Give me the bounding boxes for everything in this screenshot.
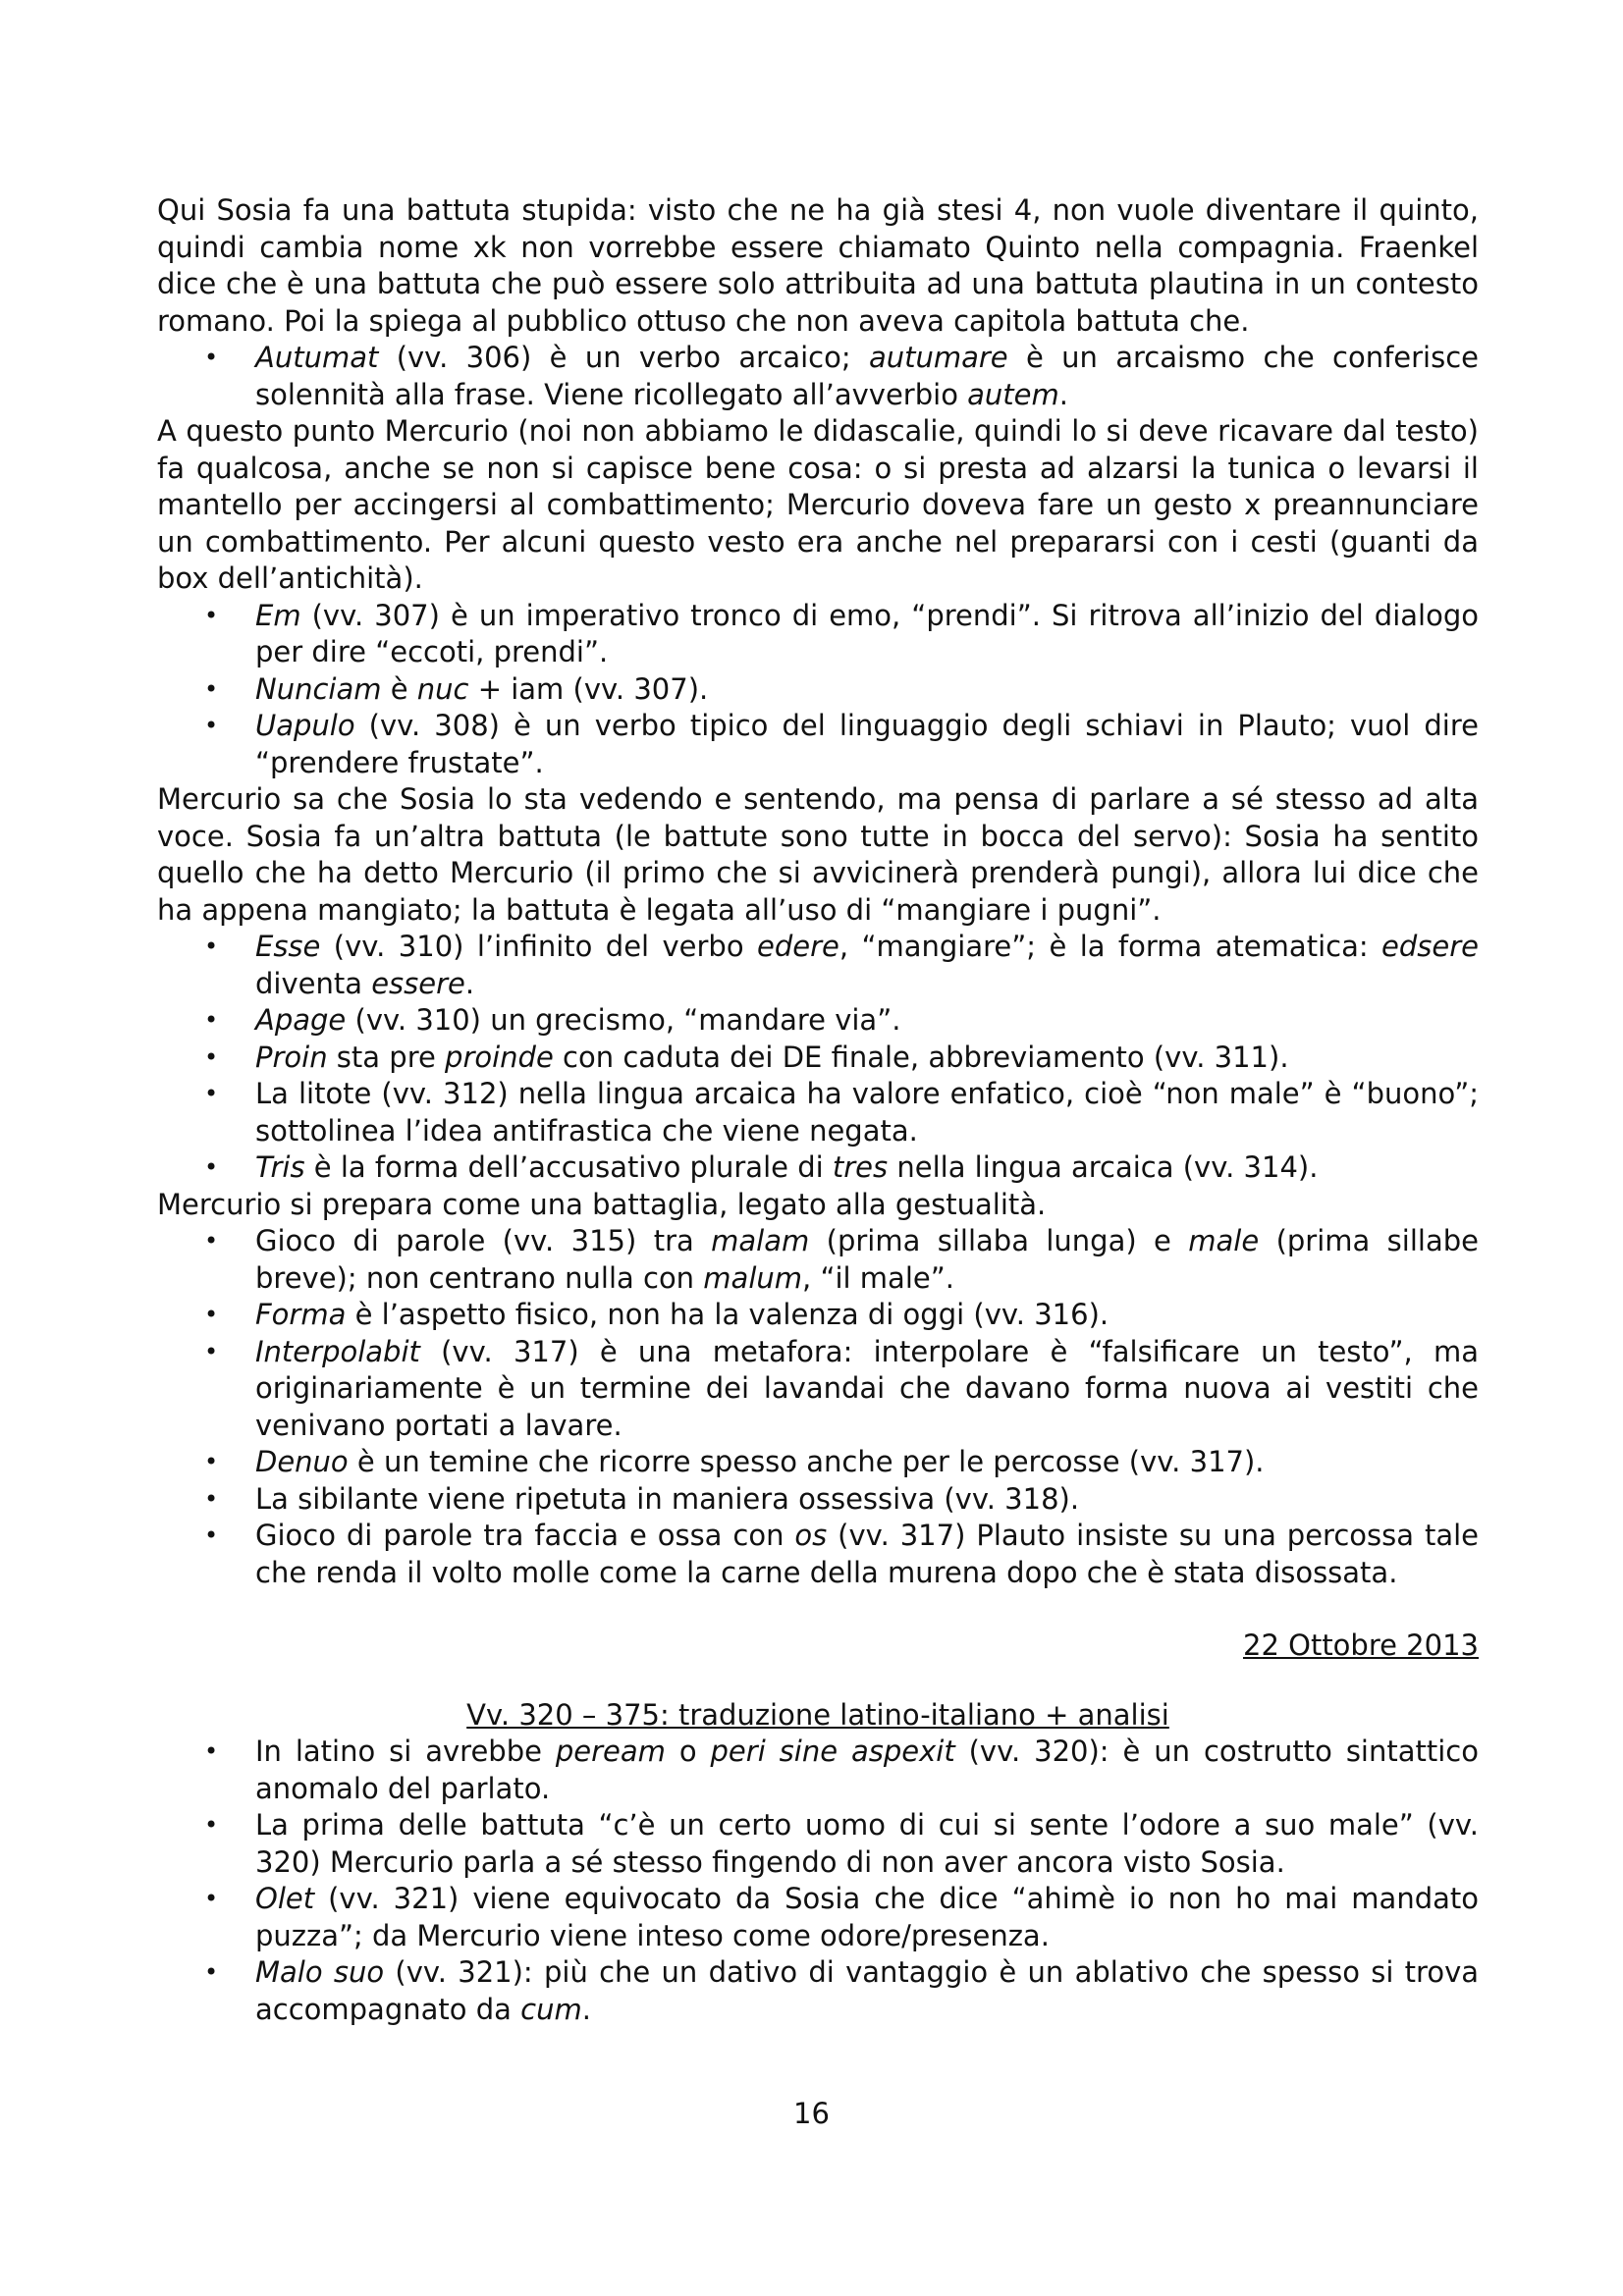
bullet-icon: •: [204, 1006, 219, 1034]
list-item: • Proin sta pre proinde con caduta dei DE finale, abbreviamento (vv. 311).: [157, 1040, 1479, 1077]
section-heading: [157, 1697, 1479, 1735]
list-item: • In latino si avrebbe peream o peri sine aspexit (vv. 320): è un costrutto sintattico anomalo del parlato.: [204, 1735, 1479, 1805]
bullet-list-4: [157, 1223, 1479, 1591]
bullet-icon: •: [204, 712, 219, 739]
list-item: • Interpolabit (vv. 317) è una metafora: interpolare è “falsificare un testo”, ma originariamente è un termine dei lavandai che davano forma nuova ai vestiti che venivano portati a lavare.: [204, 1334, 1479, 1442]
lecture-date: 22 Ottobre 2013: [1243, 1629, 1479, 1662]
bullet-icon: •: [204, 1080, 219, 1107]
bullet-icon: •: [204, 1227, 219, 1255]
list-item: • La sibilante viene ripetuta in maniera ossessiva (vv. 318).: [157, 1481, 1479, 1519]
bullet-icon: •: [204, 1301, 219, 1328]
bullet-icon: •: [204, 1337, 219, 1365]
bullet-icon: •: [204, 1042, 219, 1071]
bullet-icon: •: [204, 1811, 219, 1839]
list-item: • Denuo è un temine che ricorre spesso anche per le percosse (vv. 317).: [157, 1444, 1479, 1481]
bullet-icon: •: [204, 344, 219, 371]
paragraph-1: Qui Sosia fa una battuta stupida: visto che ne ha già stesi 4, non vuole diventare il quinto, quindi cambia nome xk non vorrebbe essere chiamato Quinto nella compagnia. Fraenkel dice che è una battuta che può essere solo attribuita ad una battuta plautina in un contesto romano. Poi la spiega al pubblico ottuso che non aveva capitola battuta che.: [157, 193, 1479, 338]
bullet-icon: •: [204, 1484, 219, 1513]
paragraph-4: Mercurio si prepara come una battaglia, legato alla gestualità.: [157, 1187, 1047, 1221]
date-line: [157, 1628, 1479, 1665]
page-content: [157, 192, 1479, 2028]
bullet-icon: •: [204, 1885, 219, 1912]
bullet-icon: •: [204, 601, 219, 629]
bullet-icon: •: [204, 1448, 219, 1475]
list-item: • Malo suo (vv. 321): più che un dativo di vantaggio è un ablativo che spesso si trova accompagnato da cum.: [204, 1955, 1480, 2026]
bullet-icon: •: [204, 1153, 219, 1181]
bullet-list-2: [157, 598, 1479, 782]
section-heading-text: Vv. 320 – 375: traduzione latino-italiano + analisi: [466, 1697, 1169, 1732]
list-item: • Tris è la forma dell’accusativo plurale di tres nella lingua arcaica (vv. 314).: [157, 1149, 1479, 1187]
paragraph-3: Mercurio sa che Sosia lo sta vedendo e sentendo, ma pensa di parlare a sé stesso ad alta voce. Sosia fa un’altra battuta (le battute sono tutte in bocca del servo): Sosia ha sentito quello che ha detto Mercurio (il primo che si avvicinerà prenderà pungi), allora lui dice che ha appena mangiato; la battuta è legata all’uso di “mangiare i pugni”.: [157, 782, 1479, 927]
bullet-icon: •: [204, 1958, 219, 1986]
list-item: • Forma è l’aspetto fisico, non ha la valenza di oggi (vv. 316).: [157, 1297, 1479, 1334]
bullet-icon: •: [204, 933, 219, 960]
bullet-icon: •: [204, 1522, 219, 1549]
list-item: • Uapulo (vv. 308) è un verbo tipico del linguaggio degli schiavi in Plauto; vuol dire “prendere frustate”.: [204, 709, 1479, 779]
bullet-list-1: [157, 340, 1479, 413]
bullet-icon: •: [204, 1737, 219, 1765]
list-item: • La prima delle battuta “c’è un certo uomo di cui si sente l’odore a suo male” (vv. 320) Mercurio parla a sé stesso fingendo di non aver ancora visto Sosia.: [204, 1808, 1479, 1879]
list-item: • Autumat (vv. 306) è un verbo arcaico; autumare è un arcaismo che conferisce solennità alla frase. Viene ricollegato all’avverbio autem.: [204, 341, 1479, 411]
list-item: • Gioco di parole tra faccia e ossa con os (vv. 317) Plauto insiste su una percossa tale che renda il volto molle come la carne della murena dopo che è stata disossata.: [204, 1519, 1479, 1589]
bullet-list-3: [157, 929, 1479, 1187]
list-item: • Esse (vv. 310) l’infinito del verbo edere, “mangiare”; è la forma atematica: edsere diventa essere.: [204, 930, 1479, 1000]
list-item: • Apage (vv. 310) un grecismo, “mandare via”.: [157, 1002, 1479, 1040]
list-item: • Olet (vv. 321) viene equivocato da Sosia che dice “ahimè io non ho mai mandato puzza”; da Mercurio viene inteso come odore/presenza.: [204, 1882, 1479, 1952]
bullet-list-5: [157, 1734, 1479, 2028]
bullet-icon: •: [204, 674, 219, 703]
list-item: • Gioco di parole (vv. 315) tra malam (prima sillaba lunga) e male (prima sillabe breve); non centrano nulla con malum, “il male”.: [204, 1224, 1479, 1295]
list-item: • Nunciam è nuc + iam (vv. 307).: [157, 671, 1479, 709]
page-number: 16: [793, 2097, 830, 2130]
paragraph-2: A questo punto Mercurio (noi non abbiamo le didascalie, quindi lo si deve ricavare dal testo) fa qualcosa, anche se non si capisce bene cosa: o si presta ad alzarsi la tunica o levarsi il mantello per accingersi al combattimento; Mercurio doveva fare un gesto x preannunciare un combattimento. Per alcuni questo vesto era anche nel prepararsi con i cesti (guanti da box dell’antichità).: [157, 414, 1479, 595]
list-item: • Em (vv. 307) è un imperativo tronco di emo, “prendi”. Si ritrova all’inizio del dialogo per dire “eccoti, prendi”.: [204, 598, 1479, 668]
list-item: • La litote (vv. 312) nella lingua arcaica ha valore enfatico, cioè “non male” è “buono”; sottolinea l’idea antifrastica che viene negata.: [204, 1077, 1479, 1148]
